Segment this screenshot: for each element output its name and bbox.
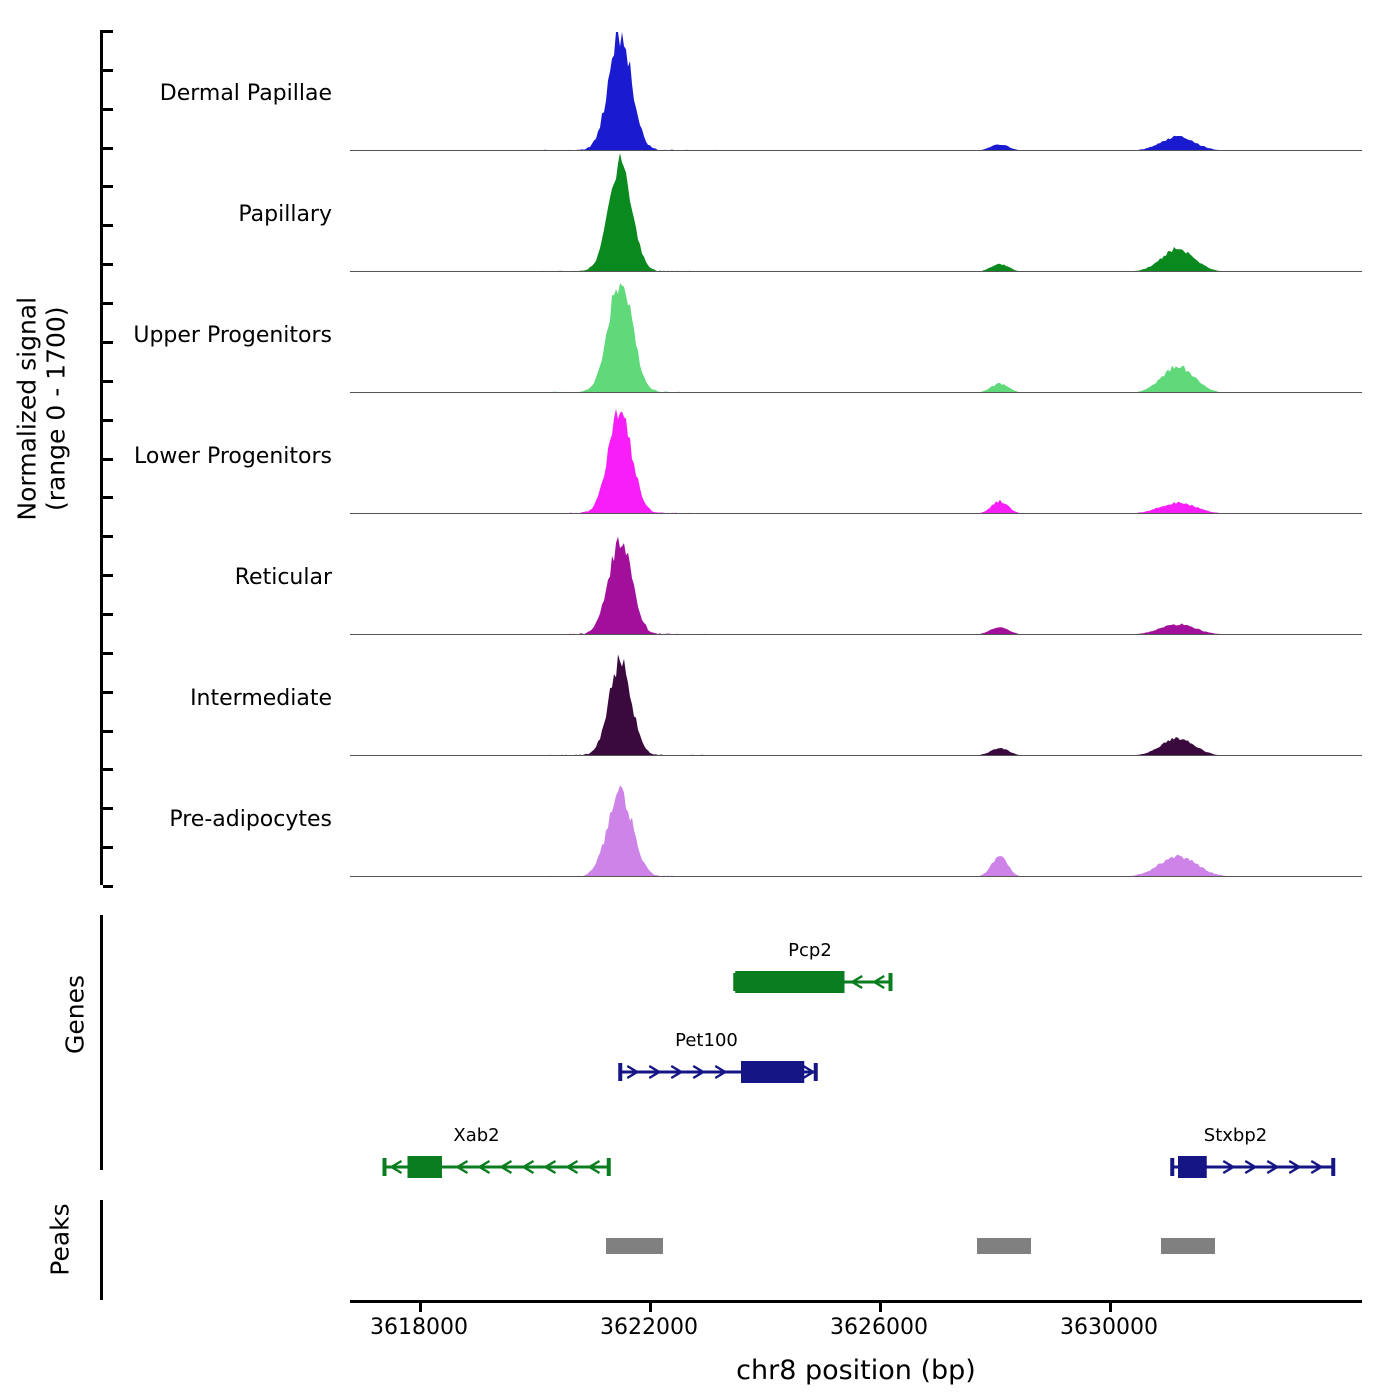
y-axis-tick bbox=[103, 380, 113, 383]
y-axis-tick bbox=[103, 30, 113, 33]
y-axis-label-line2: (range 0 - 1700) bbox=[41, 306, 70, 512]
gene-label: Stxbp2 bbox=[1203, 1125, 1268, 1146]
signal-track bbox=[234, 514, 1362, 635]
track-signal-profile bbox=[350, 635, 1362, 756]
x-axis-tick-label: 3622000 bbox=[600, 1315, 698, 1340]
track-signal-profile bbox=[350, 393, 1362, 514]
track-signal-profile bbox=[350, 756, 1362, 877]
y-axis-tick bbox=[103, 302, 113, 305]
y-axis-tick bbox=[103, 147, 113, 150]
x-axis-line bbox=[350, 1300, 1362, 1303]
x-axis-tick bbox=[1109, 1303, 1112, 1312]
gene-label: Xab2 bbox=[453, 1125, 500, 1146]
track-signal-profile bbox=[350, 151, 1362, 272]
x-axis-tick bbox=[879, 1303, 882, 1312]
y-axis-label bbox=[13, 199, 71, 619]
gene-glyph bbox=[350, 1147, 1362, 1195]
gene-glyph bbox=[350, 1052, 1362, 1100]
y-axis-tick bbox=[103, 652, 113, 655]
peak-bar[interactable] bbox=[1161, 1238, 1216, 1254]
track-label: Dermal Papillae bbox=[159, 80, 332, 106]
y-axis-tick bbox=[103, 185, 113, 188]
y-axis-tick bbox=[103, 885, 113, 888]
y-axis-tick bbox=[103, 69, 113, 72]
signal-track bbox=[169, 756, 1362, 877]
track-label: Upper Progenitors bbox=[133, 322, 332, 348]
y-axis-tick bbox=[103, 108, 113, 111]
gene-model[interactable] bbox=[350, 1125, 1362, 1185]
gene-label: Pet100 bbox=[675, 1030, 738, 1051]
track-signal-profile bbox=[350, 514, 1362, 635]
y-axis-tick bbox=[103, 730, 113, 733]
y-axis-tick bbox=[103, 846, 113, 849]
peak-bar[interactable] bbox=[606, 1238, 664, 1254]
track-signal-profile bbox=[350, 272, 1362, 393]
x-axis-tick bbox=[649, 1303, 652, 1312]
x-axis-tick-label: 3618000 bbox=[370, 1315, 468, 1340]
track-label: Papillary bbox=[238, 201, 332, 227]
y-axis-tick bbox=[103, 496, 113, 499]
y-axis-tick bbox=[103, 535, 113, 538]
track-baseline bbox=[350, 876, 1362, 877]
y-axis-tick bbox=[103, 768, 113, 771]
signal-track bbox=[133, 272, 1362, 393]
y-axis-tick bbox=[103, 419, 113, 422]
peaks-axis-line bbox=[100, 1200, 103, 1300]
track-label: Intermediate bbox=[190, 685, 332, 711]
signal-track bbox=[190, 635, 1362, 756]
gene-glyph bbox=[350, 962, 1362, 1010]
track-label: Pre-adipocytes bbox=[169, 806, 332, 832]
peak-bar[interactable] bbox=[977, 1238, 1032, 1254]
peak-regions bbox=[350, 1238, 1362, 1258]
x-axis-tick-label: 3626000 bbox=[830, 1315, 928, 1340]
signal-track bbox=[159, 30, 1362, 151]
x-axis-label: chr8 position (bp) bbox=[736, 1355, 976, 1386]
signal-track bbox=[238, 151, 1362, 272]
track-label: Reticular bbox=[234, 564, 332, 590]
gene-model[interactable] bbox=[350, 1030, 1362, 1090]
signal-track bbox=[134, 393, 1362, 514]
genes-panel-label: Genes bbox=[60, 975, 90, 1055]
x-axis-tick bbox=[419, 1303, 422, 1312]
track-label: Lower Progenitors bbox=[134, 443, 332, 469]
peaks-panel-label: Peaks bbox=[45, 1203, 75, 1276]
y-axis-tick bbox=[103, 263, 113, 266]
gene-label: Pcp2 bbox=[788, 940, 832, 961]
x-axis-tick-label: 3630000 bbox=[1060, 1315, 1158, 1340]
genes-axis-line bbox=[100, 915, 103, 1170]
track-signal-profile bbox=[350, 30, 1362, 151]
y-axis-label-line1: Normalized signal bbox=[12, 296, 42, 521]
gene-model[interactable] bbox=[350, 940, 1362, 1000]
y-axis-tick bbox=[103, 613, 113, 616]
